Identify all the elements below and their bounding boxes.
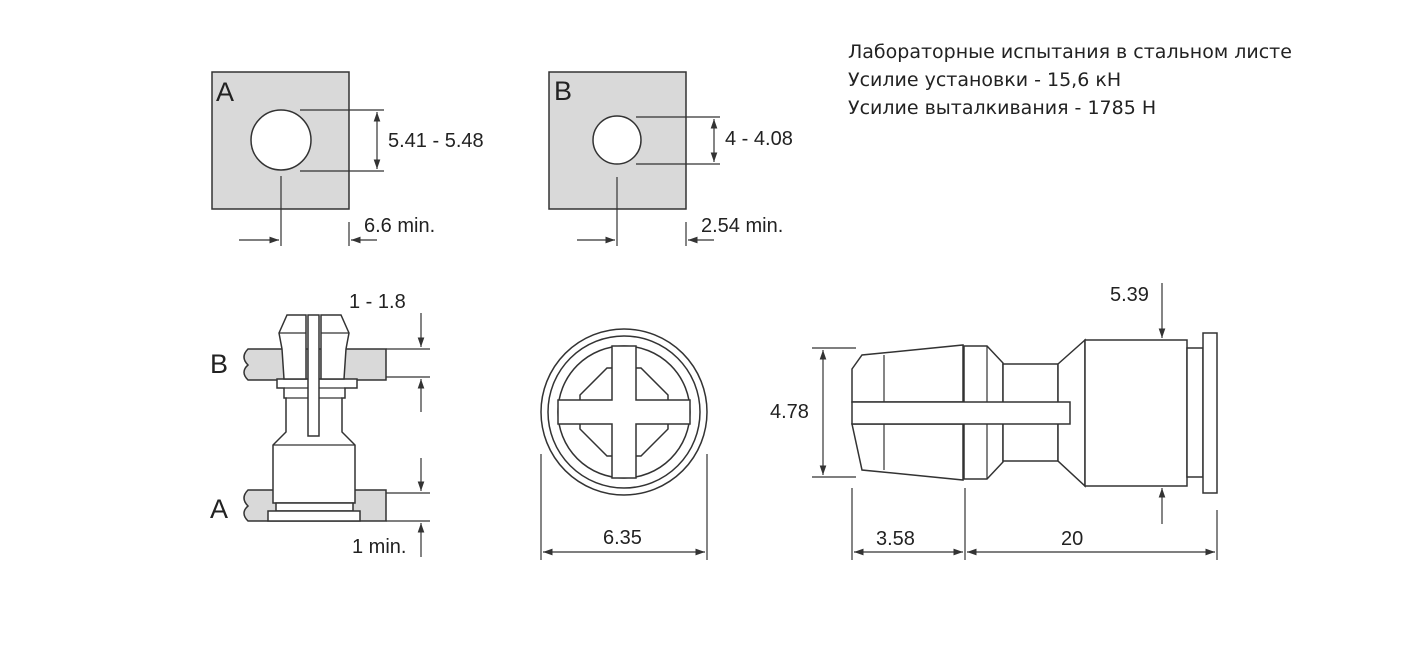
- panel-b-hole-dim: 4 - 4.08: [725, 128, 793, 150]
- side-label-b: B: [210, 349, 229, 379]
- note-pushout-force: Усилие выталкивания - 1785 Н: [848, 97, 1157, 119]
- long-flange-outer: [1203, 333, 1217, 493]
- side-prong-right: [321, 315, 349, 379]
- long-center-pin: [852, 402, 1070, 424]
- panel-a-hole: [251, 110, 311, 170]
- panel-a-letter: A: [216, 77, 235, 107]
- panel-b: [549, 72, 793, 246]
- panel-b-hole: [593, 116, 641, 164]
- panel-a-hole-dim: 5.41 - 5.48: [388, 130, 484, 152]
- side-bottom-dim: 1 min.: [352, 536, 407, 558]
- front-view: [541, 329, 707, 560]
- long-flange-dim: 5.39: [1110, 284, 1149, 306]
- long-height-dim: 4.78: [770, 401, 809, 423]
- long-body: [1085, 340, 1187, 486]
- side-top-dim: 1 - 1.8: [349, 291, 406, 313]
- side-view: [210, 291, 430, 558]
- long-flange-inner: [1187, 348, 1203, 477]
- long-length-dim: 20: [1061, 528, 1084, 550]
- panel-a-edge-dim: 6.6 min.: [364, 215, 436, 237]
- side-prong-left: [279, 315, 306, 379]
- side-flange-lower: [268, 511, 360, 521]
- long-view: [770, 283, 1217, 560]
- note-lab-test: Лабораторные испытания в стальном листе: [848, 41, 1292, 63]
- note-install-force: Усилие установки - 15,6 кН: [848, 69, 1122, 91]
- long-prong-bottom: [852, 424, 963, 480]
- side-center-pin: [308, 315, 319, 436]
- long-tip-dim: 3.58: [876, 528, 915, 550]
- panel-a: [212, 72, 484, 246]
- panel-b-letter: B: [554, 76, 573, 106]
- long-prong-top: [852, 345, 963, 402]
- panel-b-edge-dim: 2.54 min.: [701, 215, 784, 237]
- side-flange-upper: [276, 503, 353, 511]
- front-diameter-dim: 6.35: [603, 527, 642, 549]
- side-label-a: A: [210, 494, 229, 524]
